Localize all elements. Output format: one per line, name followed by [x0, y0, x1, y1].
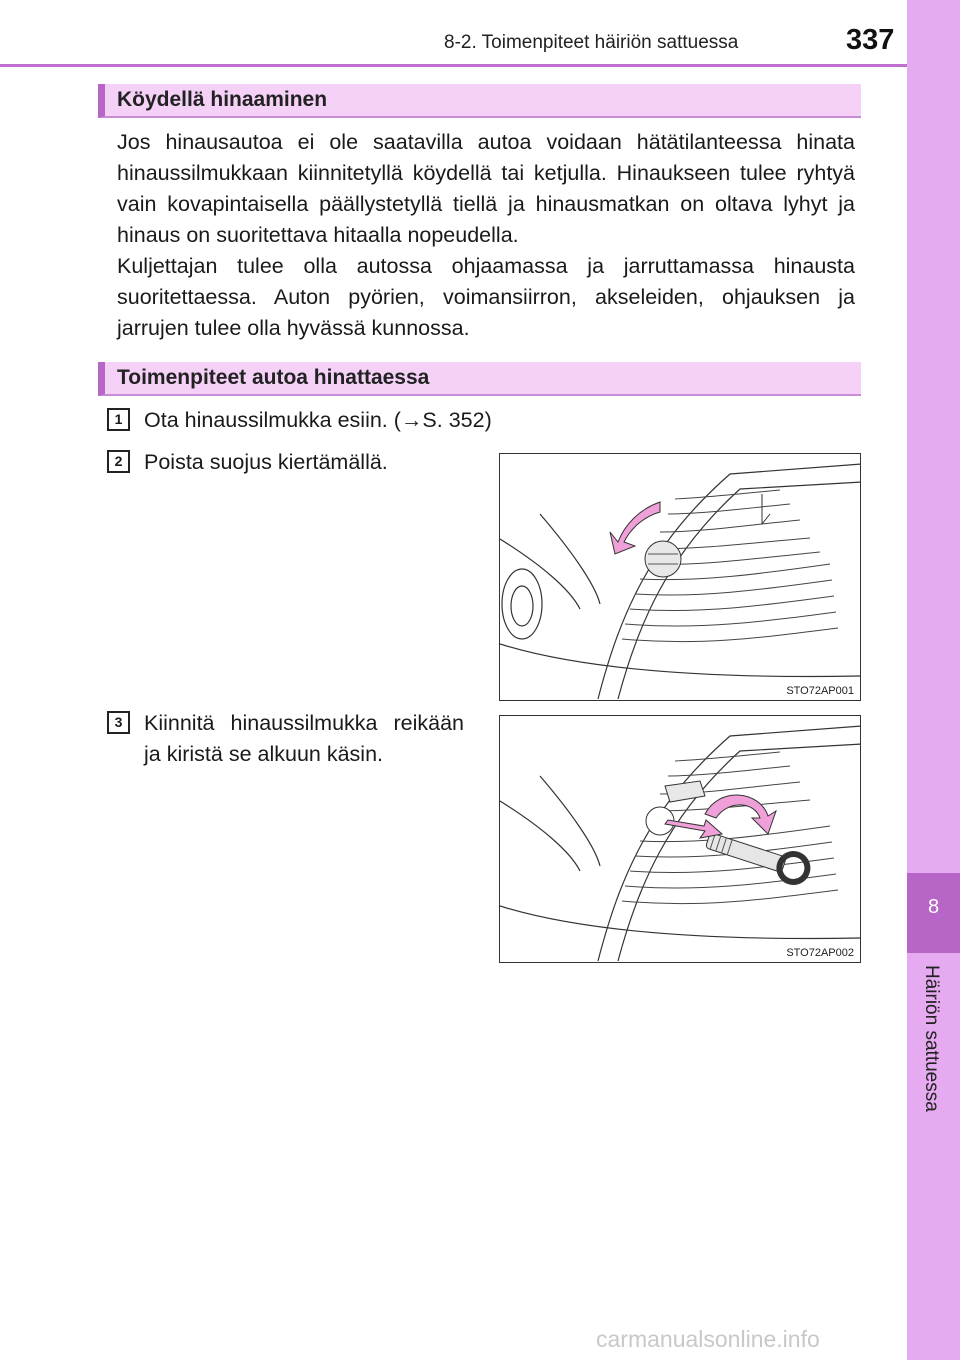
section-heading-text: Toimenpiteet autoa hinattaessa: [117, 366, 430, 389]
figure-remove-cover: [499, 453, 861, 701]
step-number-box: 1: [107, 408, 130, 431]
section-heading-rope-towing: [98, 84, 861, 118]
figure-code: STO72AP002: [786, 947, 854, 959]
paragraph-driver-requirements: Kuljettajan tulee olla autossa ohjaamassa ja jarruttamassa hinausta suoritettaessa. Auton pyörien, voimansiirron, akseleiden, ohjauksen ja jarrujen tulee olla hyvässä kunnossa.: [117, 254, 855, 340]
page-number: 337: [846, 24, 895, 56]
chapter-label-text: Häiriön sattuessa: [921, 965, 942, 1112]
section-heading-text: Köydellä hinaaminen: [117, 88, 328, 111]
step-number-box: 2: [107, 450, 130, 473]
figure-attach-towing-eyelet: [499, 715, 861, 963]
figure-code: STO72AP001: [786, 685, 854, 697]
chapter-label: [920, 965, 946, 1135]
watermark-text: carmanualsonline.info: [596, 1326, 820, 1352]
step-number-box: 3: [107, 711, 130, 734]
section-heading-towing-procedure: [98, 362, 861, 396]
step-text: Ota hinaussilmukka esiin. (→S. 352): [144, 408, 492, 432]
towing-eyelet-illustration: [500, 716, 861, 963]
step-text: Kiinnitä hinaussilmukka reikään ja kiristä se alkuun käsin.: [144, 711, 464, 766]
header-rule: [0, 64, 907, 67]
running-header: 8-2. Toimenpiteet häiriön sattuessa: [444, 32, 739, 53]
step-text: Poista suojus kiertämällä.: [144, 450, 388, 474]
bumper-cover-illustration: [500, 454, 861, 701]
chapter-side-tab: [907, 0, 960, 1360]
chapter-number: 8: [927, 896, 940, 918]
paragraph-towing-intro: Jos hinausautoa ei ole saatavilla autoa voidaan hätätilanteessa hinata hinaussilmukkaan kiinnitetyllä köydellä tai ketjulla. Hinaukseen tulee ryhtyä vain kovapintaisella päällystetyllä tiellä ja hinausmatkan on oltava lyhyt ja hinaus on suoritettava hitaalla nopeudella.: [117, 130, 855, 247]
